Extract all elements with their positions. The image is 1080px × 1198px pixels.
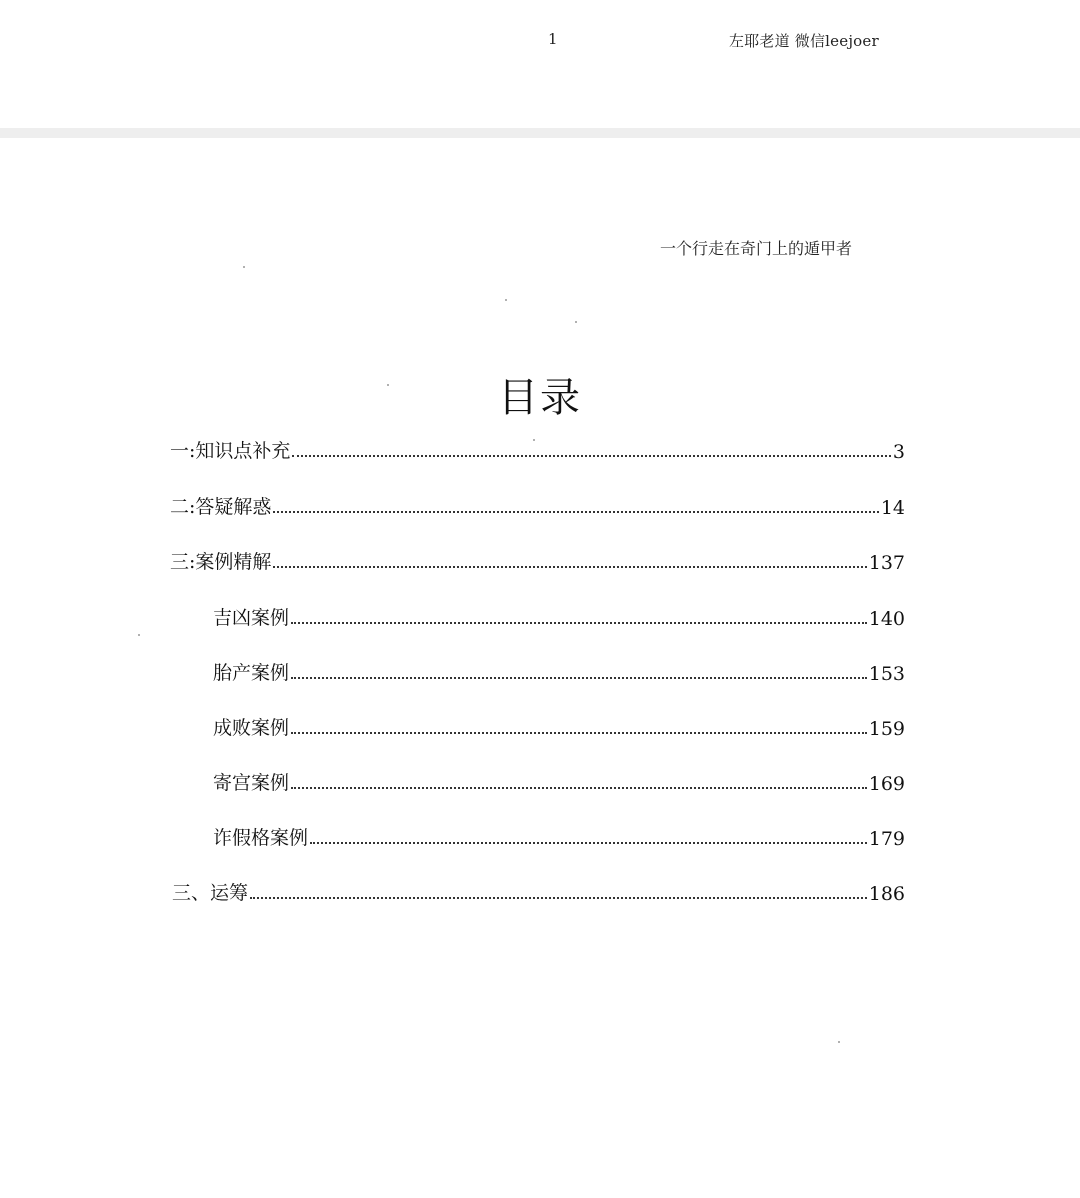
scan-speck: [387, 384, 389, 386]
toc-entry-label: 运筹: [210, 882, 249, 904]
toc-entry-page: 153: [868, 663, 905, 685]
toc-entry[interactable]: [170, 489, 905, 519]
toc-entry-page: 140: [868, 608, 905, 630]
toc-entry[interactable]: [213, 655, 905, 685]
toc-entry-number: 三、: [172, 882, 211, 904]
toc-leader-dots: [273, 511, 878, 513]
scan-speck: [505, 299, 507, 301]
toc-entry-page: 3: [892, 441, 905, 463]
toc-entry[interactable]: [172, 875, 905, 905]
previous-page-bottom: [0, 0, 1080, 128]
toc-leader-dots: [250, 897, 867, 899]
toc-entry-label: 答疑解惑: [195, 496, 272, 518]
scan-speck: [243, 266, 245, 268]
toc-entry[interactable]: [213, 820, 905, 850]
toc-entry-label: 成败案例: [213, 717, 290, 739]
toc-entry-label: 知识点补充: [195, 440, 291, 462]
page-separator: [0, 128, 1080, 138]
toc-entry-page: 169: [868, 773, 905, 795]
toc-title: 目录: [498, 375, 582, 421]
toc-entry[interactable]: [170, 433, 905, 463]
scan-speck: [533, 439, 535, 441]
toc-entry-page: 14: [880, 497, 905, 519]
toc-leader-dots: [291, 622, 867, 624]
toc-entry-page: 186: [868, 883, 905, 905]
toc-leader-dots: [273, 566, 866, 568]
toc-entry-page: 179: [868, 828, 905, 850]
toc-leader-dots: [291, 787, 867, 789]
toc-entry[interactable]: [213, 765, 905, 795]
scan-speck: [838, 1041, 840, 1043]
toc-entry-label: 寄宫案例: [213, 772, 290, 794]
page-subtitle: 一个行走在奇门上的遁甲者: [660, 239, 853, 258]
toc-leader-dots: [291, 677, 867, 679]
toc-leader-dots: [291, 732, 867, 734]
toc-leader-dots: [292, 455, 890, 457]
toc-entry-number: 三:: [170, 551, 196, 573]
toc-entry[interactable]: [170, 544, 905, 574]
scan-speck: [138, 634, 140, 636]
toc-entry-label: 吉凶案例: [213, 607, 290, 629]
toc-entry-label: 诈假格案例: [213, 827, 309, 849]
toc-entry-number: 一:: [170, 440, 196, 462]
toc-entry-page: 159: [868, 718, 905, 740]
toc-entry-label: 案例精解: [195, 551, 272, 573]
toc-entry[interactable]: [213, 710, 905, 740]
toc-leader-dots: [310, 842, 867, 844]
toc-entry-page: 137: [868, 552, 905, 574]
toc-entry-number: 二:: [170, 496, 196, 518]
document-page: [0, 138, 1080, 1198]
toc-entry-label: 胎产案例: [213, 662, 290, 684]
page-number: 1: [548, 30, 558, 48]
toc-entry[interactable]: [213, 600, 905, 630]
header-note: 左耶老道 微信leejoer: [729, 32, 879, 50]
scan-speck: [575, 321, 577, 323]
